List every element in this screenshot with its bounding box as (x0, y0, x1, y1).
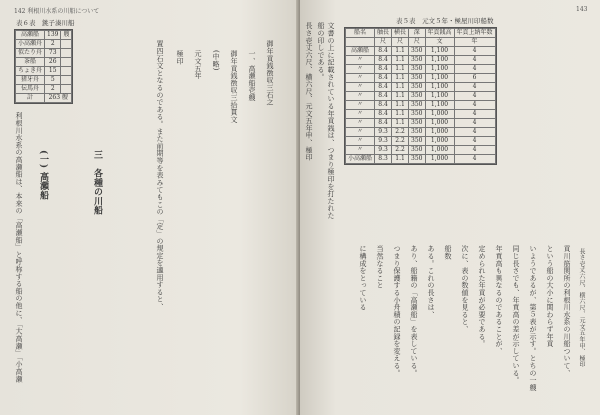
table5-cell: 8.4 (375, 110, 392, 119)
table6-name: 高瀬船 (16, 31, 45, 40)
table5-cell: 1,000 (425, 110, 454, 119)
table5-cell: 1,000 (425, 146, 454, 155)
table6-total-row (16, 94, 72, 103)
table6-row (16, 40, 72, 49)
table6-row (16, 49, 72, 58)
table6-count: 26 (45, 58, 61, 67)
table5-cell: 1,000 (425, 137, 454, 146)
left-col-4: 元文五年 (194, 50, 202, 80)
table6-count: 15 (45, 67, 61, 76)
table5-row (346, 128, 496, 137)
table5-cell: 1.1 (392, 56, 409, 65)
table6-count: 139 (45, 31, 61, 40)
table5-caption: 表５表 元文５年・極屋川印船数 (396, 17, 494, 25)
table6-name: ちょき舟 (16, 67, 45, 76)
left-running-head: 142 利根川水系の川船について (14, 8, 100, 15)
left-col-2: 御年貢銭徴収三拾貫文 (230, 50, 238, 123)
table5-cell: 1,000 (425, 128, 454, 137)
table5-cell: 〃 (346, 56, 375, 65)
right-col-1: という船の大小に関わらず年貢 (546, 245, 554, 348)
table6-row (16, 31, 72, 40)
table6-total-value: 263 艘 (45, 94, 72, 103)
right-col-10: つまり保護する小舟積の記録を変える。 (393, 245, 401, 377)
section-heading: 三 各種の川船 (92, 150, 102, 216)
table6-count: 2 (45, 40, 61, 49)
table6-unit (61, 67, 72, 76)
table5-header-row (346, 29, 496, 38)
left-body-columns (115, 30, 293, 410)
table6-row (16, 85, 72, 94)
table6-count: 5 (45, 76, 61, 85)
table5-cell: 2.2 (392, 128, 409, 137)
table6-name: 小高瀬舟 (16, 40, 45, 49)
table5-unit: 文 (425, 38, 454, 47)
right-col-8: ある。これの長さは、 (427, 245, 435, 318)
table5-row (346, 155, 496, 164)
table6-unit: 艘 (61, 31, 72, 40)
table5-header: 年貢銭高 (425, 29, 454, 38)
right-side-note: 長さ壱丈六尺、横六尺、元文五年申、極印 (578, 248, 585, 368)
table5-unit: 年 (454, 38, 495, 47)
table5-cell: 〃 (346, 65, 375, 74)
table5-cell: 2.2 (392, 137, 409, 146)
table5-row (346, 74, 496, 83)
table5-cell: 1,000 (425, 155, 454, 164)
table5-cell: 350 (409, 146, 425, 155)
table5-cell: 高瀬船 (346, 47, 375, 56)
table6-name: 茶船 (16, 58, 45, 67)
body-note: 利根川水系の高瀬船は、本来の「高瀬船」と呼称する船の他に、「大高瀬」「小高瀬 (15, 112, 23, 383)
table6-count: 2 (45, 85, 61, 94)
table5-cell: 8.4 (375, 92, 392, 101)
table5-header: 横長 (392, 29, 409, 38)
table5-unit: 尺 (392, 38, 409, 47)
table5-cell: 〃 (346, 83, 375, 92)
right-body-columns (340, 245, 570, 410)
left-col-5: 極印 (176, 50, 184, 65)
table5-cell: 4 (454, 155, 495, 164)
table5-cell: 〃 (346, 137, 375, 146)
table5-cell: 小高瀬船 (346, 155, 375, 164)
table5-cell: 4 (454, 128, 495, 137)
left-col-6: 置四石文となるのである。また前期等を表みてもこの「定」の規定を適用すると、 (156, 40, 164, 311)
table5-cell: 8.4 (375, 65, 392, 74)
table6-unit (61, 49, 72, 58)
table5-row (346, 92, 496, 101)
table5-cell: 1.1 (392, 155, 409, 164)
table5-cell: 〃 (346, 110, 375, 119)
table5-cell: 350 (409, 65, 425, 74)
table5-unit (346, 38, 375, 47)
table5-cell: 1,100 (425, 74, 454, 83)
table5-row (346, 83, 496, 92)
right-running-head: 143 (576, 6, 588, 13)
table5-cell: 〃 (346, 146, 375, 155)
table5-cell: 4 (454, 92, 495, 101)
table5-cell: 1.1 (392, 110, 409, 119)
left-col-0: 御年貢銭徴収三石之 (266, 40, 274, 106)
table5-unit-row (346, 38, 496, 47)
table5-row (346, 56, 496, 65)
table5-cell: 1.1 (392, 83, 409, 92)
table5-cell: 4 (454, 119, 495, 128)
table5-cell: 350 (409, 101, 425, 110)
table5-cell: 1,100 (425, 65, 454, 74)
table6-name: 伝馬舟 (16, 85, 45, 94)
table5-cell: 8.4 (375, 47, 392, 56)
sub-heading: (一) 高瀬船 (38, 150, 48, 200)
table5-row (346, 119, 496, 128)
table5-row (346, 146, 496, 155)
table5-cell: 4 (454, 110, 495, 119)
right-col-7: 船数 (444, 245, 452, 260)
table5-cell: 350 (409, 83, 425, 92)
table5-cell: 1,100 (425, 47, 454, 56)
table5-cell: 1.1 (392, 65, 409, 74)
table5-cell: 4 (454, 137, 495, 146)
table5-cell: 8.4 (375, 101, 392, 110)
table5-cell: 6 (454, 74, 495, 83)
table6-row (16, 58, 72, 67)
table5-cell: 2.2 (392, 146, 409, 155)
table6-count: 73 (45, 49, 61, 58)
table5-cell: 8.4 (375, 119, 392, 128)
table5-cell: 350 (409, 128, 425, 137)
table6-row (16, 76, 72, 85)
table5-cell: 350 (409, 92, 425, 101)
table5-cell: 1.1 (392, 119, 409, 128)
table5-row (346, 110, 496, 119)
right-col-6: 次に、表の数値を見ると、 (461, 245, 469, 333)
table5-grid (345, 28, 496, 164)
table5-cell: 4 (454, 65, 495, 74)
table5-cell: 1.1 (392, 92, 409, 101)
table5-header: 年貢上納年数 (454, 29, 495, 38)
right-col-12: に構成をとっている (359, 245, 367, 311)
table5-cell: 1,100 (425, 92, 454, 101)
right-col-2: いようであるが、第５表が示す。とちの一艘 (529, 245, 537, 391)
right-body-top: 文書の上に記載されている年貢銭は、つまり極印を打たれた船の印しである。 (317, 22, 335, 220)
table5-cell: 350 (409, 155, 425, 164)
left-col-3: (中略) (212, 50, 220, 71)
table6 (14, 29, 73, 104)
table5-cell: 9.3 (375, 128, 392, 137)
table5-cell: 350 (409, 119, 425, 128)
table5-cell: 4 (454, 146, 495, 155)
table5-cell: 1.1 (392, 74, 409, 83)
table6-total-label: 計 (16, 94, 45, 103)
table5-row (346, 101, 496, 110)
table6-caption: 表６表 銚子湊川船 (16, 19, 75, 27)
table5-header: 船名 (346, 29, 375, 38)
table6-row (16, 67, 72, 76)
table5-cell: 8.4 (375, 83, 392, 92)
table5-cell: 〃 (346, 101, 375, 110)
table5-cell: 350 (409, 74, 425, 83)
table6-unit (61, 76, 72, 85)
table5-cell: 9.3 (375, 146, 392, 155)
table5-cell: 1,000 (425, 119, 454, 128)
table5-cell: 1,100 (425, 56, 454, 65)
table5-unit: 尺 (375, 38, 392, 47)
table5-cell: 350 (409, 47, 425, 56)
left-col-1: 一、高瀬船壱艘 (248, 50, 256, 102)
table5-header: 舳長 (375, 29, 392, 38)
table5 (344, 27, 497, 165)
table5-cell: 4 (454, 101, 495, 110)
table5-cell: 4 (454, 83, 495, 92)
table5-cell: 4 (454, 47, 495, 56)
right-col-0: 貢川筋関所の利根川水系の川船ついて、 (563, 245, 571, 377)
table5-cell: 1,100 (425, 83, 454, 92)
table5-cell: 350 (409, 137, 425, 146)
table5-cell: 〃 (346, 74, 375, 83)
right-col-4: 年貢高も異なるのであることが、 (495, 245, 503, 355)
table6-unit (61, 40, 72, 49)
table5-row (346, 65, 496, 74)
table5-cell: 9.3 (375, 137, 392, 146)
table6-unit (61, 85, 72, 94)
table6-name: 猪牙舟 (16, 76, 45, 85)
table5-cell: 〃 (346, 92, 375, 101)
right-body-top-2: 長さ壱丈六尺、横六尺、元文五年申、極印 (305, 22, 313, 161)
table5-cell: 8.4 (375, 56, 392, 65)
table5-cell: 1,100 (425, 101, 454, 110)
right-page (300, 0, 600, 415)
table5-unit: 尺 (409, 38, 425, 47)
table6-grid (15, 30, 72, 103)
table5-cell: 1.1 (392, 101, 409, 110)
table5-header: 深 (409, 29, 425, 38)
table6-name: 似たり舟 (16, 49, 45, 58)
right-col-5: 定められた年貢が必要である。 (478, 245, 486, 348)
table5-cell: 4 (454, 56, 495, 65)
right-col-3: 同じ長さでも、年貢高の差が示している。 (512, 245, 520, 384)
table5-cell: 1.1 (392, 47, 409, 56)
right-col-9: あり、船籍の「高瀬船」を表している。 (410, 245, 418, 377)
table5-cell: 8.4 (375, 74, 392, 83)
table6-unit (61, 58, 72, 67)
table5-cell: 350 (409, 110, 425, 119)
table5-row (346, 137, 496, 146)
right-col-11: 当然なること (376, 245, 384, 289)
table5-row (346, 47, 496, 56)
table5-cell: 〃 (346, 119, 375, 128)
table5-cell: 8.3 (375, 155, 392, 164)
table5-cell: 〃 (346, 128, 375, 137)
table5-cell: 350 (409, 56, 425, 65)
